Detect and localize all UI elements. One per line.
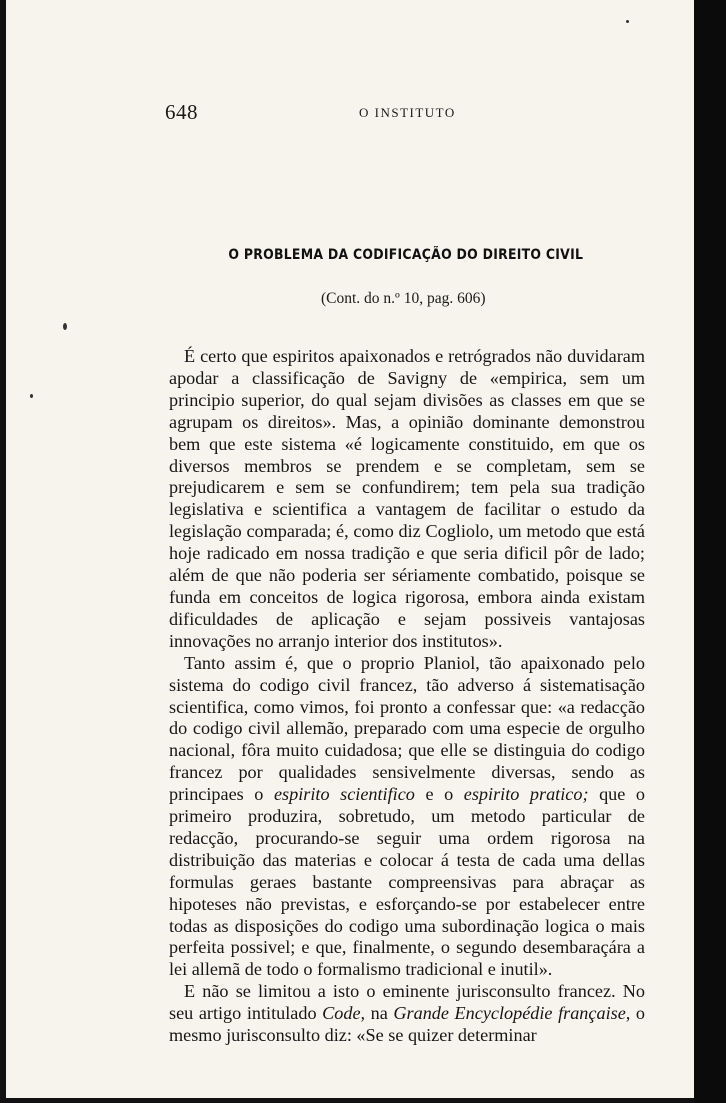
article-subtitle: (Cont. do n.º 10, pag. 606) — [321, 290, 486, 307]
book-page — [6, 0, 694, 1098]
ink-speck — [63, 323, 67, 330]
page-number: 648 — [165, 100, 198, 124]
scan-border — [694, 0, 726, 1103]
article-body — [169, 346, 645, 1047]
ink-speck — [30, 394, 33, 398]
paragraph-2: Tanto assim é, que o proprio Planiol, tão apaixonado pelo sistema do codigo civil francez, tão adverso á sistematisação scientifica, como vimos, foi pronto a confessar que: «a redacção do codigo civil allemão, preparado com uma especie de orgulho nacional, fôra muito cuidadosa; que elle se distinguia do codigo francez por qualidades sensivelmente diversas, sendo as principaes o espirito scientifico e o espirito pratico; que o primeiro produzira, sobretudo, um metodo particular de redacção, procurando-se seguir uma ordem rigorosa na distribuição das materias e colocar á testa de cada uma dellas formulas geraes bastante compreensivas para abraçar as hipoteses não previstas, e esforçando-se por estabelecer entre todas as disposições do codigo uma subordinação logica o mais perfeita possivel; e que, finalmente, o segundo desembaraçára a lei allemã de todo o formalismo tradicional e inutil». — [169, 652, 646, 980]
paragraph-3: E não se limitou a isto o eminente jurisconsulto francez. No seu artigo intitulado Code, na Grande Encyclopédie française, o mesmo jurisconsulto diz: «Se se quizer determinar — [169, 981, 645, 1046]
paragraph-1: É certo que espiritos apaixonados e retrógrados não duvidaram apodar a classificação de Savigny de «empirica, sem um principio superior, do qual sejam divisões as classes em que se agrupam os direitos». Mas, a opinião dominante demonstrou bem que este sistema «é logicamente constituido, em que os diversos membros se prendem e se completam, sem se prejudicarem e sem se confundirem; tem pela sua tradição legislativa e scientifica a vantagem de facilitar o estudo da legislação comparada; é, como diz Cogliolo, um metodo que está hoje radicado em nossa tradição e que seria dificil pôr de lado; além de que não poderia ser sériamente combatido, poisque se funda em conceitos de logica rigorosa, embora ainda existam dificuldades de aplicação e sejam possiveis vantajosas innovações no arranjo interior dos institutos». — [169, 346, 645, 651]
page-header — [165, 100, 645, 130]
article-title: O PROBLEMA DA CODIFICAÇÃO DO DIREITO CIVIL — [228, 247, 584, 263]
running-title: O INSTITUTO — [359, 105, 456, 120]
ink-speck — [626, 20, 629, 23]
